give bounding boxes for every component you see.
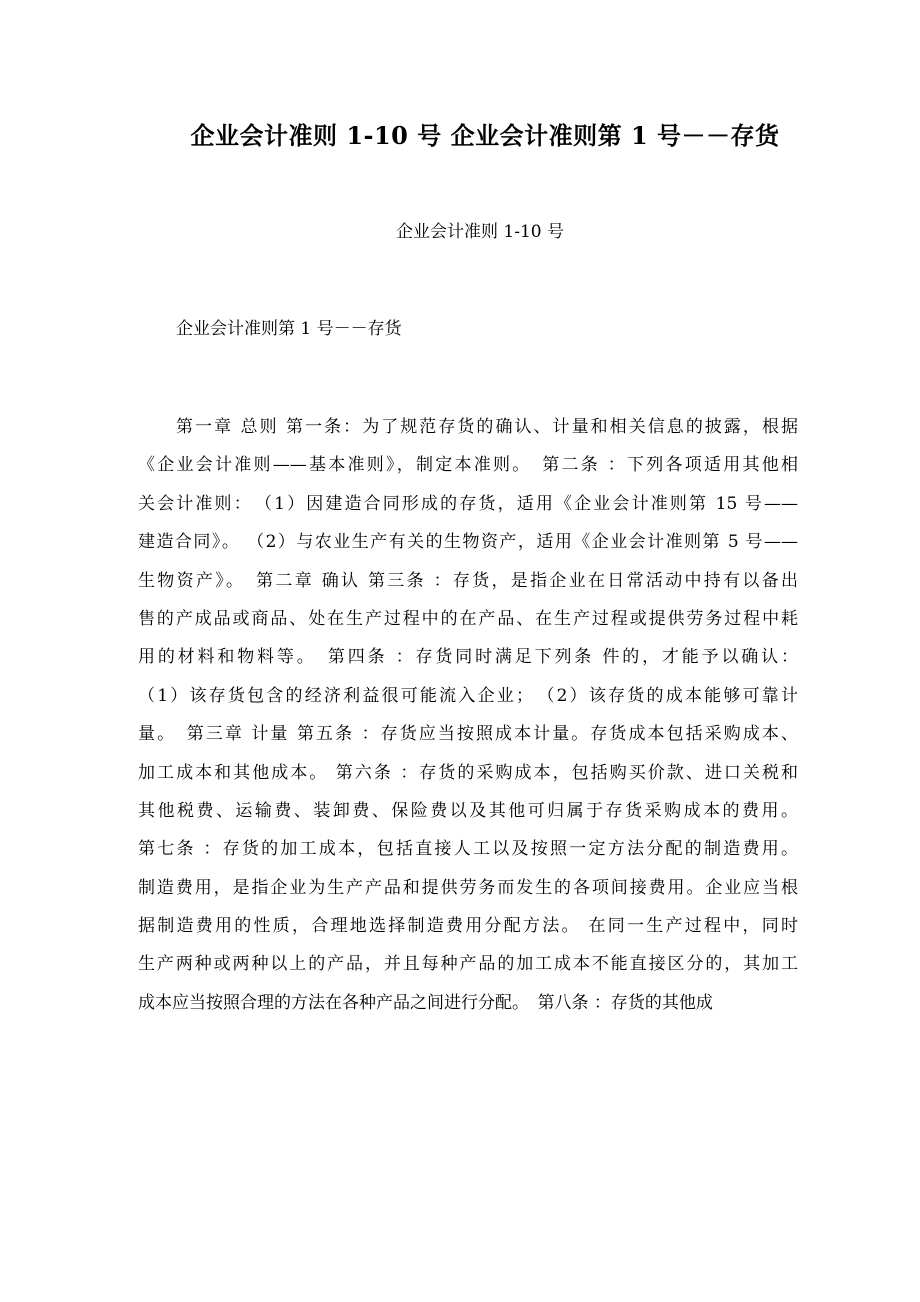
body-line: 第七条 ：存货的加工成本，包括直接人工以及按照一定方法分配的制造费用。	[138, 839, 798, 860]
body-line: 量。 第三章 计量 第五条 ：存货应当按照成本计量。存货成本包括采购成本、	[138, 724, 798, 745]
document-subtitle: 企业会计准则 1-10 号	[396, 222, 564, 242]
body-line: 加工成本和其他成本。 第六条 ：存货的采购成本，包括购买价款、进口关税和	[138, 762, 798, 783]
body-line: 建造合同》。 （2）与农业生产有关的生物资产，适用《企业会计准则第 5 号——	[138, 532, 798, 553]
body-line: 关会计准则： （1）因建造合同形成的存货，适用《企业会计准则第 15 号——	[138, 493, 798, 514]
document-title: 企业会计准则 1-10 号 企业会计准则第 1 号－－存货	[190, 121, 780, 150]
body-line: （1）该存货包含的经济利益很可能流入企业； （2）该存货的成本能够可靠计	[138, 685, 798, 706]
section-heading: 企业会计准则第 1 号－－存货	[176, 319, 402, 339]
body-line: 《企业会计准则——基本准则》，制定本准则。 第二条 ：下列各项适用其他相	[138, 455, 798, 476]
body-line: 第一章 总则 第一条：为了规范存货的确认、计量和相关信息的披露，根据	[176, 417, 798, 437]
body-text	[138, 408, 798, 1022]
body-line: 生物资产》。 第二章 确认 第三条 ：存货，是指企业在日常活动中持有以备出	[138, 570, 798, 591]
body-line: 用的材料和物料等。 第四条 ：存货同时满足下列条 件的，才能予以确认：	[138, 647, 798, 668]
body-line: 成本应当按照合理的方法在各种产品之间进行分配。 第八条 ：存货的其他成	[138, 992, 713, 1013]
body-line: 售的产成品或商品、处在生产过程中的在产品、在生产过程或提供劳务过程中耗	[138, 608, 798, 629]
body-line: 生产两种或两种以上的产品，并且每种产品的加工成本不能直接区分的，其加工	[138, 954, 798, 975]
body-line: 据制造费用的性质，合理地选择制造费用分配方法。 在同一生产过程中，同时	[138, 916, 798, 937]
body-line: 制造费用，是指企业为生产产品和提供劳务而发生的各项间接费用。企业应当根	[138, 877, 798, 898]
body-line: 其他税费、运输费、装卸费、保险费以及其他可归属于存货采购成本的费用。	[138, 800, 798, 821]
